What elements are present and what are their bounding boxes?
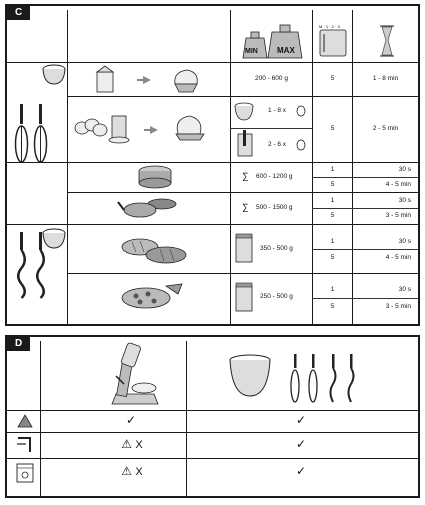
row6-time-2: 3 - 5 min — [385, 303, 411, 310]
row3-speed-2: 5 — [330, 181, 335, 188]
c-row-divider-2b — [67, 192, 418, 193]
cake-icon — [135, 165, 175, 191]
d-row3-bowl-check: ✓ — [295, 464, 307, 478]
d-row1-stand-check: ✓ — [125, 413, 137, 427]
row3-speed-1: 1 — [330, 166, 335, 173]
d-row3-stand-warning — [110, 465, 154, 478]
c-split-4 — [312, 298, 418, 299]
dishwasher-icon — [15, 462, 35, 484]
jug-blender-icon — [234, 130, 256, 160]
cross-mark: X — [135, 439, 143, 451]
speed-dial-icon — [318, 22, 348, 58]
d-row-divider-1 — [7, 432, 418, 433]
row4-speed-1: 1 — [330, 197, 335, 204]
c-header-divider — [7, 62, 418, 63]
row3-time-1: 30 s — [398, 166, 411, 173]
row3-time-2: 4 - 5 min — [385, 181, 411, 188]
c-row-divider-1 — [67, 96, 418, 97]
min-label: MIN — [245, 48, 258, 55]
warning-icon: ⚠ — [121, 437, 133, 451]
row4-sigma: ∑ — [242, 202, 249, 212]
d-row-divider-2 — [7, 458, 418, 459]
row1-quantity: 200 - 600 g — [255, 75, 288, 82]
eggs-quantity-a: 1 - 8 x — [268, 107, 287, 114]
row6-speed-1: 1 — [330, 286, 335, 293]
row4-time-2: 3 - 5 min — [385, 212, 411, 219]
row3-quantity: 600 - 1200 g — [256, 173, 293, 180]
c-row-divider-4 — [67, 273, 418, 274]
frying-pan-icon — [118, 194, 188, 222]
row1-time: 1 - 8 min — [372, 75, 399, 82]
d-row1-bowl-check: ✓ — [295, 413, 307, 427]
row2-speed: 5 — [330, 125, 335, 132]
cream-carton-to-whipped-cream-icon — [95, 64, 205, 94]
row5-time-2: 4 - 5 min — [385, 254, 411, 261]
whisk-beaters-icon — [12, 100, 52, 165]
bowl-and-tools-icon — [228, 352, 363, 404]
d-header-divider — [7, 410, 418, 411]
pizza-icon — [120, 280, 186, 310]
warning-icon: ⚠ — [121, 464, 133, 478]
eggs-quantity-b: 2 - 6 x — [268, 141, 287, 148]
flour-bag-icon — [234, 232, 254, 264]
section-c-label: C — [7, 6, 30, 20]
row4-speed-2: 5 — [330, 212, 335, 219]
max-label: MAX — [277, 46, 295, 55]
row5-time-1: 30 s — [398, 238, 411, 245]
c-col-divider-2 — [230, 10, 231, 324]
bowl-icon — [42, 64, 66, 86]
d-row2-stand-warning — [110, 438, 154, 451]
svg-text:M · 1 · 2 · 3: M · 1 · 2 · 3 — [319, 24, 340, 29]
row2-time: 2 - 5 min — [372, 125, 399, 132]
row6-speed-2: 5 — [330, 303, 335, 310]
row4-quantity: 500 - 1500 g — [256, 204, 293, 211]
stand-mixer-icon — [100, 340, 170, 408]
c-split-3 — [312, 249, 418, 250]
cross-mark: X — [135, 466, 143, 478]
bread-loaves-icon — [120, 236, 190, 266]
hex-key-icon — [15, 436, 35, 454]
sponge-icon — [16, 413, 34, 429]
egg-icon-b — [296, 139, 306, 151]
hourglass-icon — [377, 24, 397, 58]
d-col-divider-2 — [186, 341, 187, 496]
row6-quantity: 250 - 500 g — [260, 293, 293, 300]
c-split-2 — [312, 208, 418, 209]
eggs-to-meringue-icon — [74, 110, 214, 150]
egg-icon-a — [296, 105, 306, 117]
bowl-icon-2 — [42, 228, 66, 250]
row5-speed-1: 1 — [330, 238, 335, 245]
small-bowl-icon — [234, 102, 254, 122]
row5-speed-2: 5 — [330, 254, 335, 261]
section-d-label: D — [7, 337, 30, 351]
c-col-divider-1 — [67, 10, 68, 324]
row3-sigma: ∑ — [242, 171, 249, 181]
row4-time-1: 30 s — [398, 197, 411, 204]
row5-quantity: 350 - 500 g — [260, 245, 293, 252]
flour-bag-icon-2 — [234, 281, 254, 313]
row1-speed: 5 — [330, 75, 335, 82]
d-col-divider-1 — [40, 341, 41, 496]
c-split-1 — [312, 177, 418, 178]
d-row2-bowl-check: ✓ — [295, 437, 307, 451]
c-row-divider-2 — [7, 162, 418, 163]
c-row-divider-3 — [7, 224, 418, 225]
row6-time-1: 30 s — [398, 286, 411, 293]
c-egg-subdivider — [230, 128, 312, 129]
